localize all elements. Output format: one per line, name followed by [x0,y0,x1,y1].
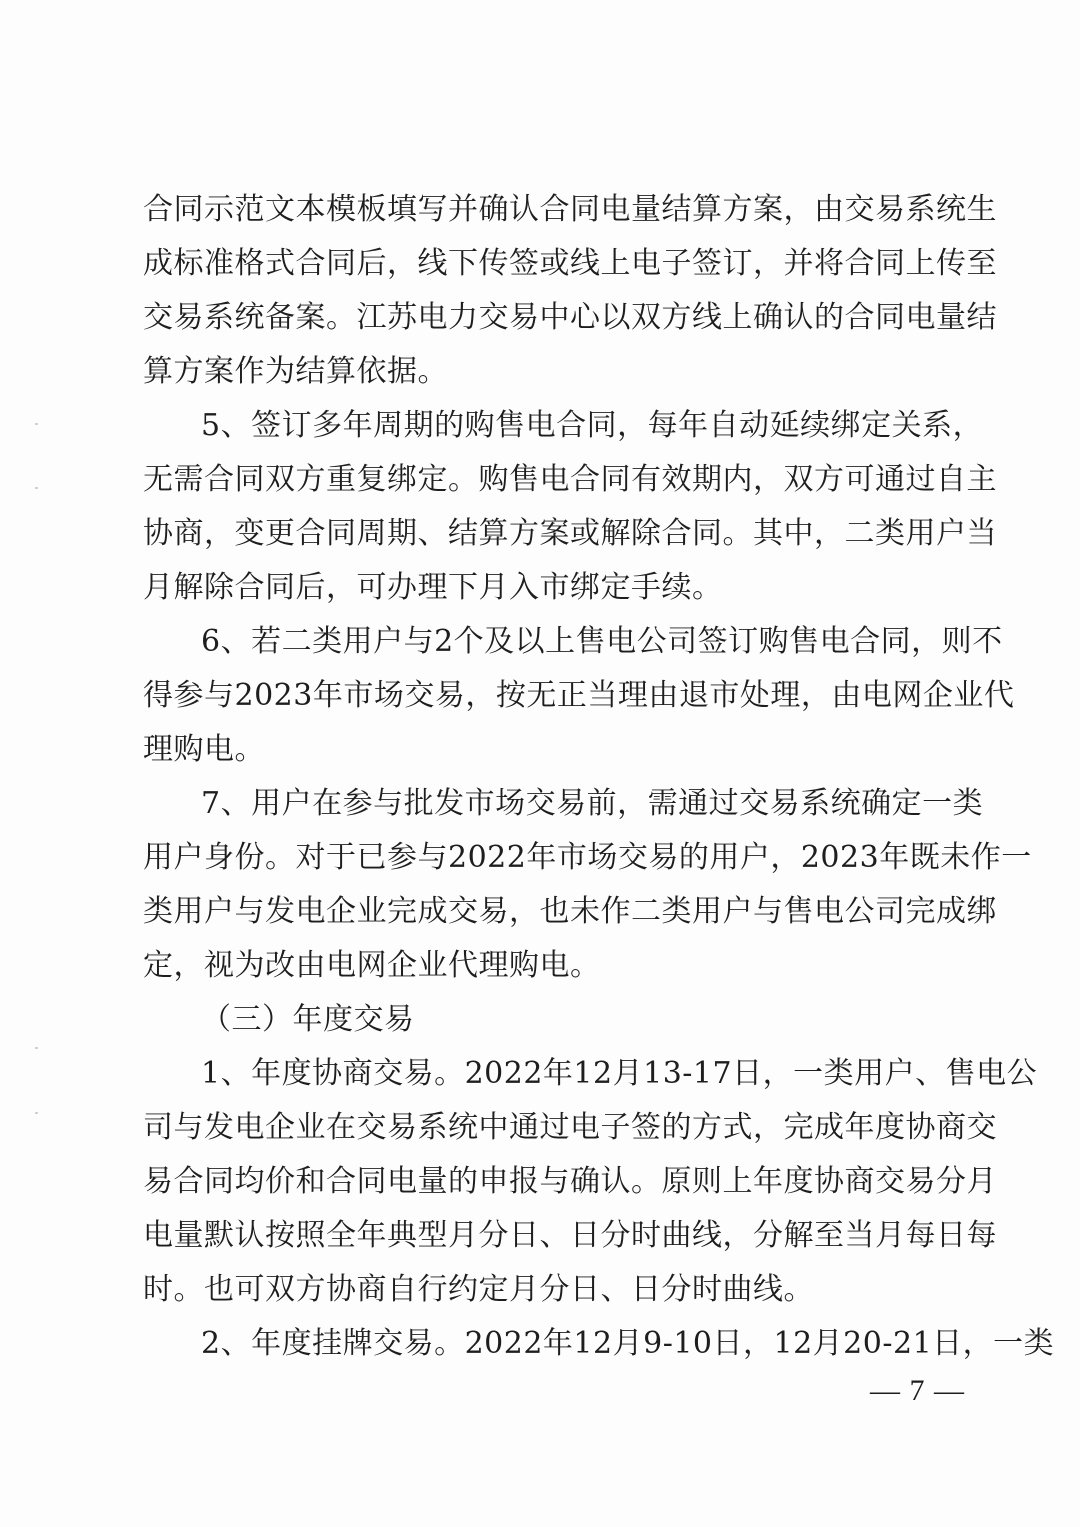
section-heading-annual-trading [143,993,955,1047]
text-line: 得参与2023年市场交易，按无正当理由退市处理，由电网企业代 [143,678,1015,713]
text-line: 交易系统备案。江苏电力交易中心以双方线上确认的合同电量结 [143,300,997,335]
scan-speck [35,1047,38,1049]
text-line: 时。也可双方协商自行约定月分日、日分时曲线。 [143,1272,814,1307]
page-number: — 7 — [870,1374,965,1407]
text-line: 理购电。 [143,732,265,767]
paragraph-item-5-body [143,399,997,615]
scan-speck [35,1112,38,1114]
text-line: 2、年度挂牌交易。2022年12月9-10日，12月20-21日，一类 [201,1326,1055,1361]
text-line: 协商，变更合同周期、结算方案或解除合同。其中，二类用户当 [143,516,997,551]
text-line: 电量默认按照全年典型月分日、日分时曲线，分解至当月每日每 [143,1218,997,1253]
text-line: 定，视为改由电网企业代理购电。 [143,948,601,983]
paragraph-item-7 [143,777,1032,993]
text-line: 类用户与发电企业完成交易，也未作二类用户与售电公司完成绑 [143,894,997,929]
text-line: 月解除合同后，可办理下月入市绑定手续。 [143,570,723,605]
text-line: 司与发电企业在交易系统中通过电子签的方式，完成年度协商交 [143,1110,997,1145]
text-line: 易合同均价和合同电量的申报与确认。原则上年度协商交易分月 [143,1164,997,1199]
text-line: 算方案作为结算依据。 [143,354,448,389]
scan-speck [35,487,38,489]
text-line: 合同示范文本模板填写并确认合同电量结算方案，由交易系统生 [143,192,997,227]
text-line: 6、若二类用户与2个及以上售电公司签订购售电合同，则不 [201,624,1003,659]
text-line: 成标准格式合同后，线下传签或线上电子签订，并将合同上传至 [143,246,997,281]
text-line: 用户身份。对于已参与2022年市场交易的用户，2023年既未作一 [143,840,1032,875]
section-heading: （三）年度交易 [201,1002,415,1037]
text-line: 7、用户在参与批发市场交易前，需通过交易系统确定一类 [201,786,984,821]
scan-speck [35,423,38,425]
text-line: 5、签订多年周期的购售电合同，每年自动延续绑定关系， [201,408,984,443]
text-line: 1、年度协商交易。2022年12月13-17日，一类用户、售电公 [201,1056,1038,1091]
paragraph-item-6 [143,615,1015,777]
text-line: 无需合同双方重复绑定。购售电合同有效期内，双方可通过自主 [143,462,997,497]
paragraph-annual-listing [143,1317,1055,1371]
paragraph-continuation [143,183,997,399]
paragraph-annual-negotiation [143,1047,1038,1317]
document-body [143,183,1055,1371]
